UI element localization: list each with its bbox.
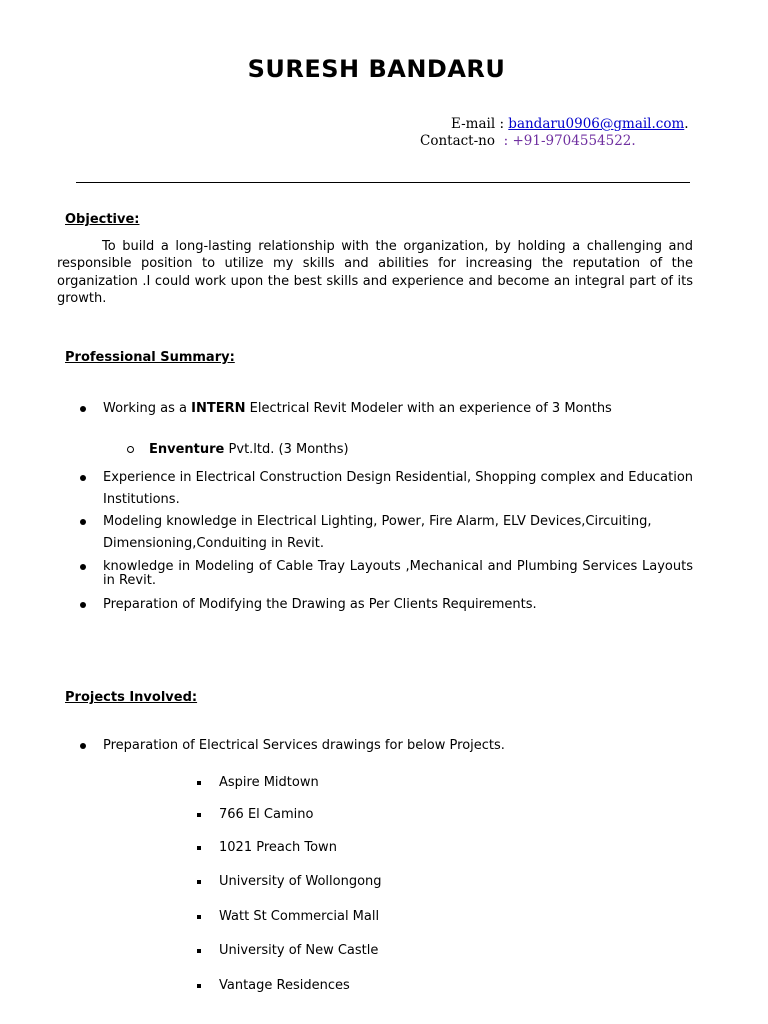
company-detail: Pvt.ltd. (3 Months) xyxy=(228,442,349,457)
project-name: 1021 Preach Town xyxy=(219,840,337,855)
intern-pre: Working as a xyxy=(103,401,187,416)
bullet-icon xyxy=(80,475,86,481)
contact-line xyxy=(420,133,636,149)
intern-bold: INTERN xyxy=(191,401,246,416)
project-name: 766 El Camino xyxy=(219,807,314,822)
bullet-icon xyxy=(80,519,86,525)
bullet-icon xyxy=(80,406,86,412)
summary-item-text: Preparation of Modifying the Drawing as Per Clients Requirements. xyxy=(103,597,537,612)
header-divider xyxy=(76,182,690,183)
square-bullet-icon xyxy=(197,781,201,785)
bullet-icon xyxy=(80,564,86,570)
square-bullet-icon xyxy=(197,984,201,988)
email-trail: . xyxy=(684,116,689,132)
summary-heading: Professional Summary: xyxy=(65,350,235,365)
intern-post: Electrical Revit Modeler with an experience of 3 Months xyxy=(249,401,612,416)
objective-text: To build a long-lasting relationship with the organization, by holding a challenging and responsible position to utilize my skills and abilities for increasing the reputation of the organization .I could work upon the best skills and experience and become an integral part of its growth. xyxy=(57,239,693,306)
circle-bullet-icon xyxy=(127,446,134,453)
email-label: E-mail : xyxy=(451,116,504,132)
square-bullet-icon xyxy=(197,915,201,919)
square-bullet-icon xyxy=(197,813,201,817)
project-name: University of New Castle xyxy=(219,943,379,958)
projects-intro-text: Preparation of Electrical Services drawings for below Projects. xyxy=(103,738,505,753)
summary-item-text: Experience in Electrical Construction Design Residential, Shopping complex and Education Institutions. xyxy=(103,470,694,507)
summary-item-text: knowledge in Modeling of Cable Tray Layouts ,Mechanical and Plumbing Services Layouts in Revit. xyxy=(103,559,693,588)
square-bullet-icon xyxy=(197,880,201,884)
bullet-icon xyxy=(80,602,86,608)
company-name: Enventure xyxy=(149,442,225,457)
contact-number: +91-9704554522. xyxy=(512,133,636,149)
projects-heading: Projects Involved: xyxy=(65,690,198,705)
project-name: Vantage Residences xyxy=(219,978,350,993)
email-link[interactable]: bandaru0906@gmail.com xyxy=(508,116,685,132)
email-line xyxy=(451,116,689,132)
objective-heading: Objective: xyxy=(65,212,140,227)
contact-separator: : xyxy=(503,133,509,149)
project-name: Watt St Commercial Mall xyxy=(219,909,380,924)
summary-item-text: Modeling knowledge in Electrical Lighting, Power, Fire Alarm, ELV Devices,Circuiting, Dimensioning,Conduiting in Revit. xyxy=(103,514,652,551)
square-bullet-icon xyxy=(197,949,201,953)
bullet-icon xyxy=(80,743,86,749)
candidate-name: SURESH BANDARU xyxy=(247,55,506,83)
project-name: University of Wollongong xyxy=(219,874,382,889)
contact-label: Contact-no xyxy=(420,133,495,149)
project-name: Aspire Midtown xyxy=(219,775,319,790)
square-bullet-icon xyxy=(197,846,201,850)
